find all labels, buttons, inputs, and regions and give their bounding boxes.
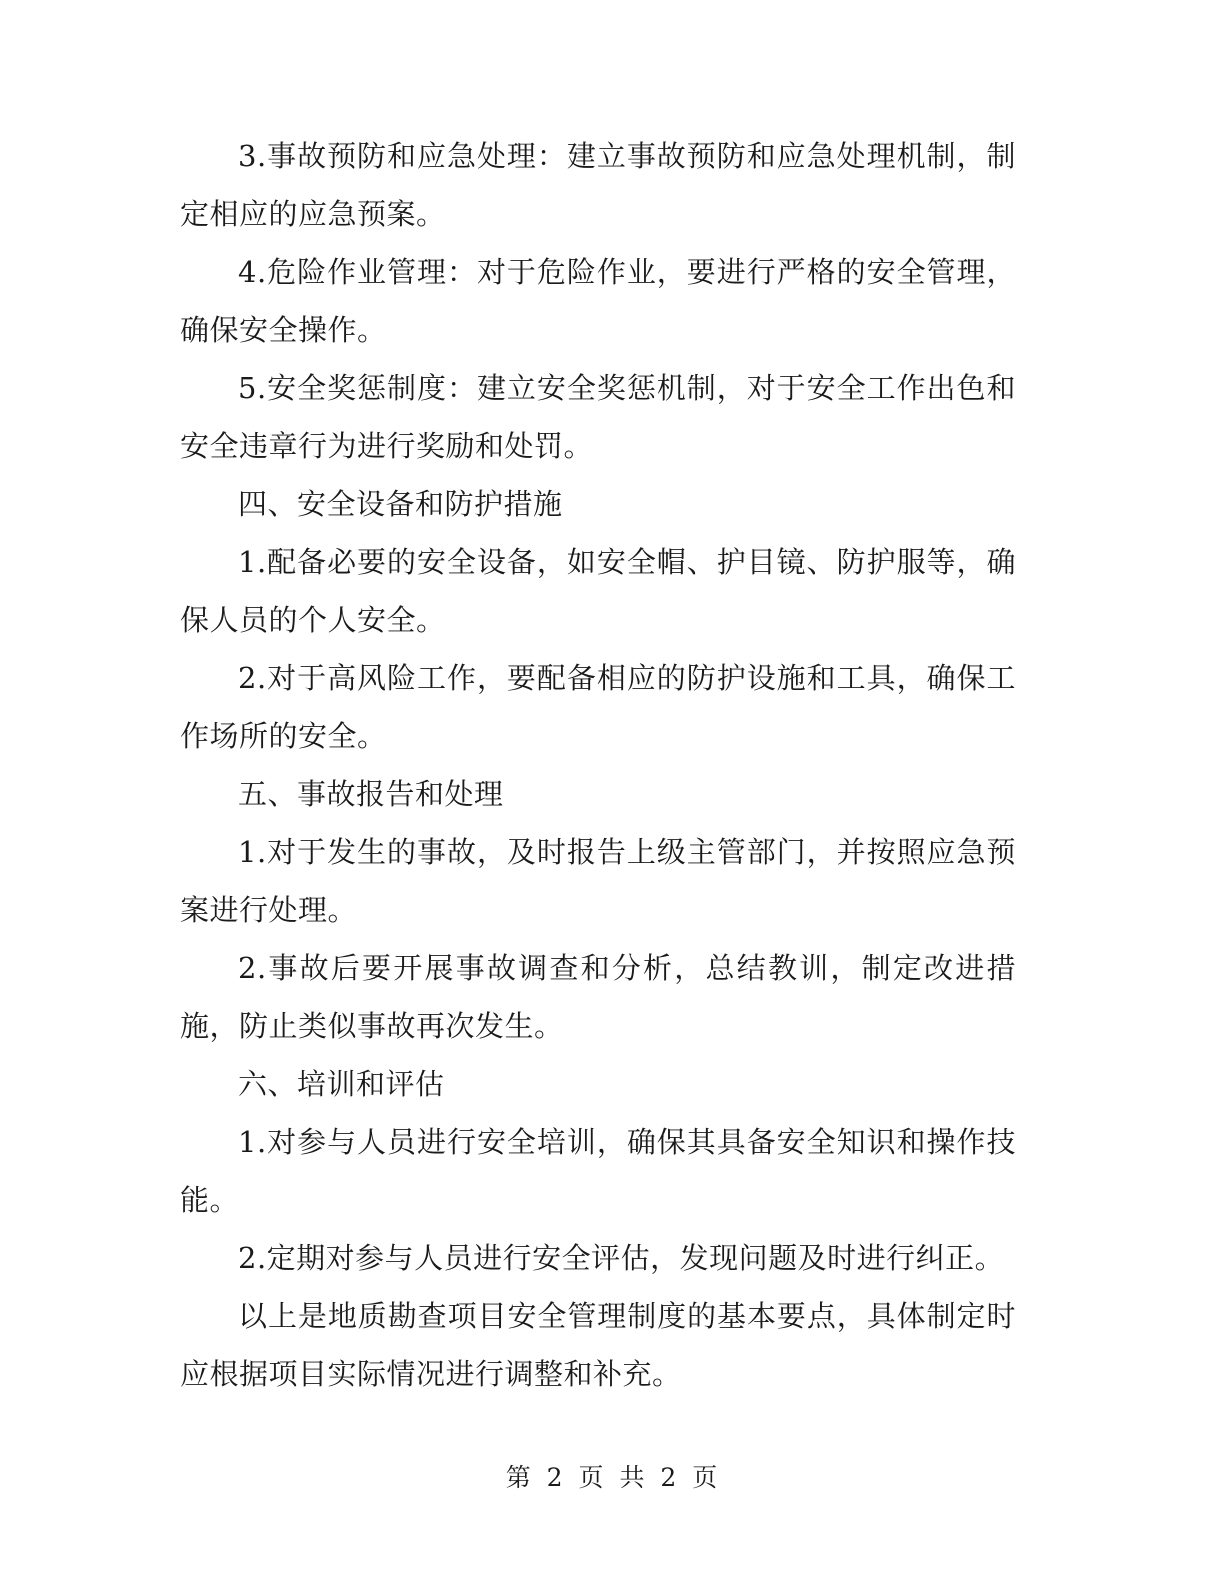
- paragraph-rewards-penalties: 5.安全奖惩制度：建立安全奖惩机制，对于安全工作出色和安全违章行为进行奖励和处罚。: [180, 371, 1016, 463]
- paragraph-accident-prevention: 3.事故预防和应急处理：建立事故预防和应急处理机制，制定相应的应急预案。: [180, 139, 1016, 231]
- paragraph-safety-training: 1.对参与人员进行安全培训，确保其具备安全知识和操作技能。: [180, 1125, 1016, 1217]
- page-footer: 第 2 页 共 2 页: [505, 1463, 719, 1492]
- document-body: [180, 127, 1016, 1403]
- paragraph-hazardous-work: 4.危险作业管理：对于危险作业，要进行严格的安全管理，确保安全操作。: [180, 255, 1016, 347]
- paragraph-conclusion: 以上是地质勘查项目安全管理制度的基本要点，具体制定时应根据项目实际情况进行调整和补充。: [180, 1299, 1016, 1391]
- paragraph-safety-equipment: 1.配备必要的安全设备，如安全帽、护目镜、防护服等，确保人员的个人安全。: [180, 545, 1016, 637]
- section-heading-training: 六、培训和评估: [238, 1067, 445, 1101]
- section-heading-equipment: 四、安全设备和防护措施: [238, 487, 563, 521]
- paragraph-report-accident: 1.对于发生的事故，及时报告上级主管部门，并按照应急预案进行处理。: [180, 835, 1016, 927]
- paragraph-safety-assessment: 2.定期对参与人员进行安全评估，发现问题及时进行纠正。: [238, 1241, 1005, 1275]
- paragraph-high-risk-protection: 2.对于高风险工作，要配备相应的防护设施和工具，确保工作场所的安全。: [180, 661, 1016, 753]
- section-heading-accident-report: 五、事故报告和处理: [238, 777, 504, 811]
- paragraph-accident-investigation: 2.事故后要开展事故调查和分析，总结教训，制定改进措施，防止类似事故再次发生。: [180, 951, 1016, 1043]
